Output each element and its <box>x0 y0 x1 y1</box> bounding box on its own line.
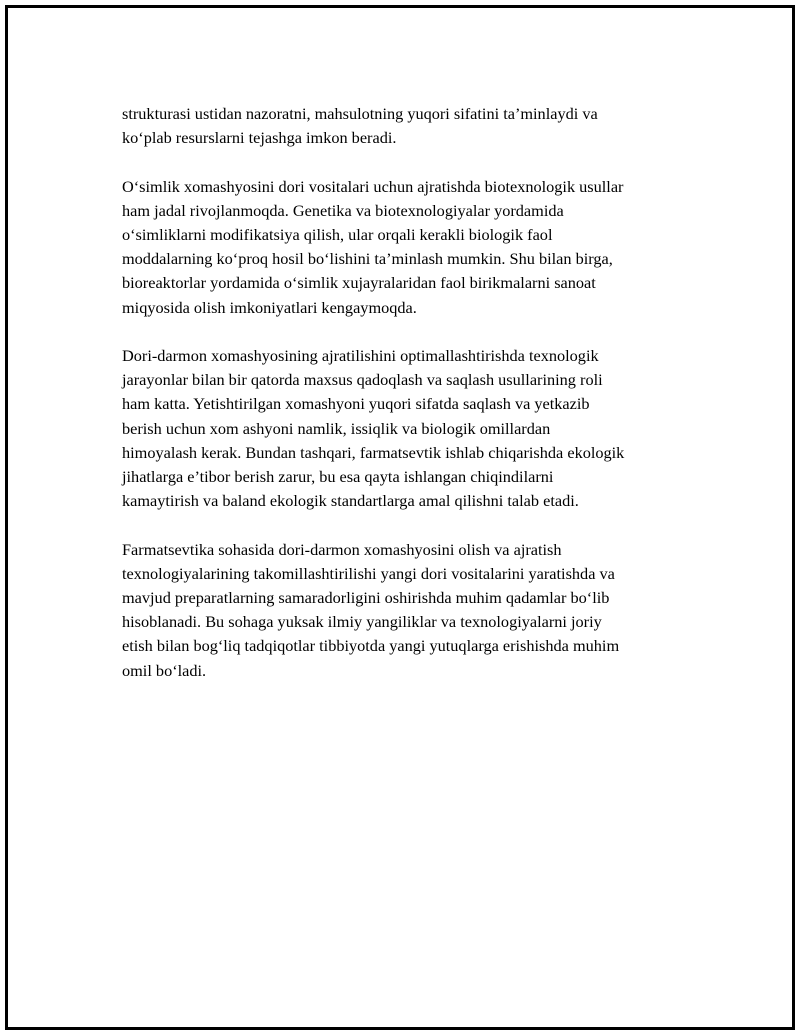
document-body <box>122 102 702 707</box>
paragraph-4: Farmatsevtika sohasida dori-darmon xomashyosini olish va ajratish texnologiyalarining takomillashtirilishi yangi dori vositalarini yaratishda va mavjud preparatlarning samaradorligini oshirishda muhim qadamlar bo‘lib hisoblanadi. Bu sohaga yuksak ilmiy yangiliklar va texnologiyalarni joriy etish bilan bog‘liq tadqiqotlar tibbiyotda yangi yutuqlarga erishishda muhim omil bo‘ladi. <box>122 539 620 680</box>
page-frame <box>5 5 795 1030</box>
paragraph-2: O‘simlik xomashyosini dori vositalari uchun ajratishda biotexnologik usullar ham jadal rivojlanmoqda. Genetika va biotexnologiyalar yordamida o‘simliklarni modifikatsiya qilish, ular orqali kerakli biologik faol moddalarning ko‘proq hosil bo‘lishini ta’minlash mumkin. Shu bilan birga, bioreaktorlar yordamida o‘simlik xujayralaridan faol birikmalarni sanoat miqyosida olish imkoniyatlari kengaymoqda. <box>122 176 624 317</box>
paragraph-3: Dori-darmon xomashyosining ajratilishini optimallashtirishda texnologik jarayonlar bilan bir qatorda maxsus qadoqlash va saqlash usullarining roli ham katta. Yetishtirilgan xomashyoni yuqori sifatda saqlash va yetkazib berish uchun xom ashyoni namlik, issiqlik va biologik omillardan himoyalash kerak. Bundan tashqari, farmatsevtik ishlab chiqarishda ekologik jihatlarga e’tibor berish zarur, bu esa qayta ishlangan chiqindilarni kamaytirish va baland ekologik standartlarga amal qilishni talab etadi. <box>122 346 625 511</box>
paragraph-1: strukturasi ustidan nazoratni, mahsulotning yuqori sifatini ta’minlaydi va ko‘plab resurslarni tejashga imkon beradi. <box>122 104 598 148</box>
